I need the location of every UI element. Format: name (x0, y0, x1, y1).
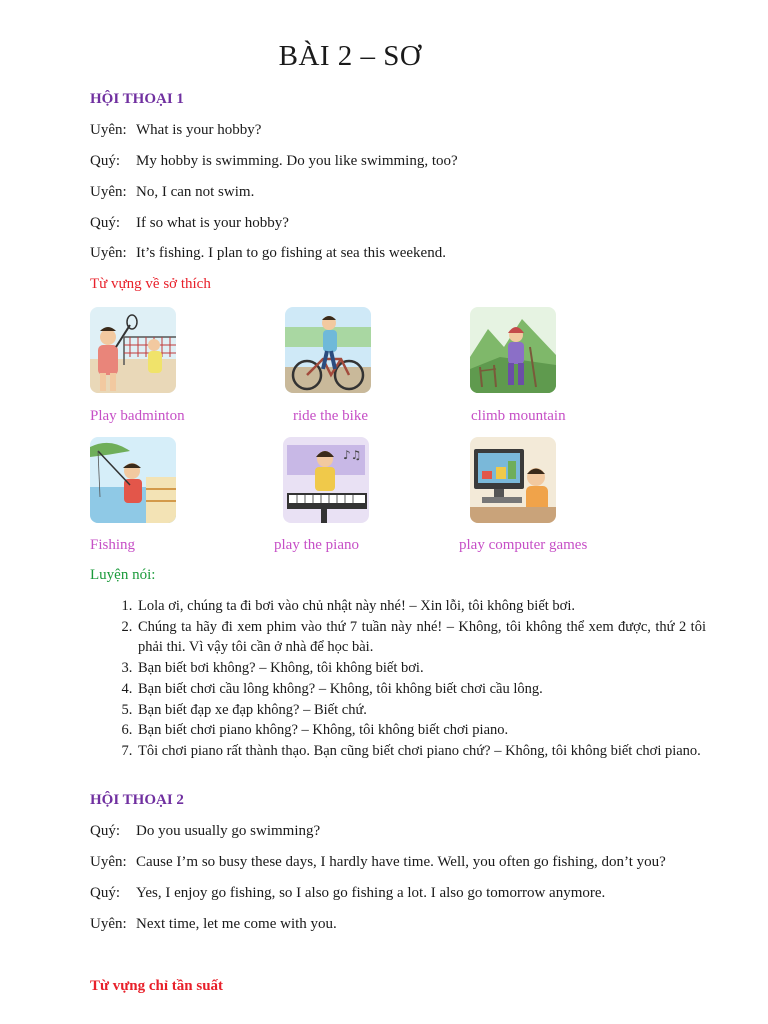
dialog1-line (90, 153, 458, 170)
speaking-heading: Luyện nói: (90, 567, 156, 583)
speaking-item: 7. Tôi chơi piano rất thành thạo. Bạn cũng biết chơi piano chứ? – Không, tôi không biết chơi piano. (136, 741, 706, 762)
page-title: BÀI 2 – SƠ (278, 40, 422, 72)
caption-bike: ride the bike (293, 408, 368, 424)
line-text: Cause I’m so busy these days, I hardly have time. Well, you often go fishing, don’t you? (136, 854, 666, 870)
speaker-label: Quý: (90, 215, 120, 231)
badminton-picture (90, 307, 176, 393)
dialog1-line (90, 122, 261, 139)
speaker-label: Uyên: (90, 916, 127, 932)
speaking-item: 6. Bạn biết chơi piano không? – Không, tôi không biết chơi piano. (136, 720, 706, 741)
caption-badminton: Play badminton (90, 408, 185, 424)
fishing-picture (90, 437, 176, 523)
speaking-item: 1. Lola ơi, chúng ta đi bơi vào chủ nhật này nhé! – Xin lỗi, tôi không biết bơi. (136, 596, 706, 617)
line-text: My hobby is swimming. Do you like swimming, too? (136, 153, 458, 169)
caption-mountain: climb mountain (471, 408, 566, 424)
line-text: No, I can not swim. (136, 184, 255, 200)
line-text: Do you usually go swimming? (136, 823, 321, 839)
vocab-heading: Từ vựng về sở thích (90, 276, 211, 292)
speaking-item: 2. Chúng ta hãy đi xem phim vào thứ 7 tuần này nhé! – Không, tôi không thể xem được, thứ 2 tôi phải thi. Vì vậy tôi cần ở nhà để học bài. (136, 617, 706, 658)
speaker-label: Quý: (90, 153, 120, 169)
speaker-label: Quý: (90, 823, 120, 839)
dialog1-line (90, 215, 289, 232)
line-text: Yes, I enjoy go fishing, so I also go fishing a lot. I also go tomorrow anymore. (136, 885, 606, 901)
dialog2-heading: HỘI THOẠI 2 (90, 792, 184, 808)
line-text: If so what is your hobby? (136, 215, 289, 231)
speaker-label: Quý: (90, 885, 120, 901)
mountain-picture (470, 307, 556, 393)
dialog2-line (90, 885, 605, 902)
svg-text:♪♫: ♪♫ (343, 448, 362, 462)
line-text: It’s fishing. I plan to go fishing at sea this weekend. (136, 245, 446, 261)
bike-picture (285, 307, 371, 393)
dialog1-heading: HỘI THOẠI 1 (90, 91, 184, 107)
speaking-item: 4. Bạn biết chơi cầu lông không? – Không, tôi không biết chơi cầu lông. (136, 679, 706, 700)
speaking-item: 5. Bạn biết đạp xe đạp không? – Biết chứ. (136, 700, 706, 721)
line-text: Next time, let me come with you. (136, 916, 337, 932)
frequency-heading: Từ vựng chỉ tần suất (90, 978, 224, 994)
caption-computer: play computer games (459, 537, 588, 553)
dialog2-line (90, 823, 320, 840)
caption-piano: play the piano (274, 537, 359, 553)
speaking-list (108, 596, 706, 762)
speaker-label: Uyên: (90, 854, 127, 870)
speaking-item: 3. Bạn biết bơi không? – Không, tôi không biết bơi. (136, 658, 706, 679)
dialog1-line (90, 245, 446, 262)
dialog1-line (90, 184, 254, 201)
speaker-label: Uyên: (90, 245, 127, 261)
computer-picture (470, 437, 556, 523)
dialog2-line (90, 916, 337, 933)
dialog2-line (90, 854, 666, 871)
speaker-label: Uyên: (90, 184, 127, 200)
piano-picture (283, 437, 369, 523)
caption-fishing: Fishing (90, 537, 136, 553)
line-text: What is your hobby? (136, 122, 262, 138)
speaker-label: Uyên: (90, 122, 127, 138)
